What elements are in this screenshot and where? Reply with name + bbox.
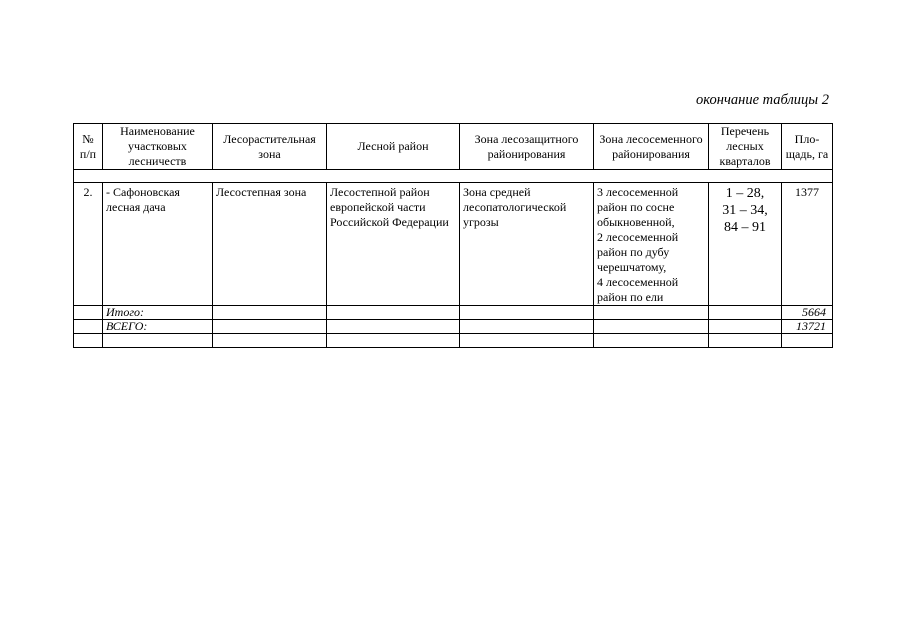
cell-quarters xyxy=(709,183,782,306)
spacer-row xyxy=(74,170,833,183)
header-name: Наименование участковых лесничеств xyxy=(103,124,213,170)
cell-forest-region: Лесостепной район европейской части Российской Федерации xyxy=(327,183,460,306)
total-row xyxy=(74,320,833,334)
table-row xyxy=(74,183,833,306)
header-seed-zone: Зона лесосеменного районирования xyxy=(594,124,709,170)
empty-cell xyxy=(709,334,782,348)
cell-protection-zone: Зона средней лесопатологической угрозы xyxy=(460,183,594,306)
quarters-line: 84 – 91 xyxy=(724,220,766,235)
subtotal-empty xyxy=(74,306,103,320)
subtotal-row xyxy=(74,306,833,320)
subtotal-empty xyxy=(709,306,782,320)
total-label: ВСЕГО: xyxy=(103,320,213,334)
seed-zone-line: 2 лесосеменной район по дубу черешчатому, xyxy=(597,230,679,274)
subtotal-empty xyxy=(460,306,594,320)
empty-cell xyxy=(74,334,103,348)
total-empty xyxy=(460,320,594,334)
header-area: Пло-щадь, га xyxy=(782,124,833,170)
quarters-line: 1 – 28, xyxy=(725,186,765,201)
total-empty xyxy=(709,320,782,334)
subtotal-label: Итого: xyxy=(103,306,213,320)
spacer-cell xyxy=(74,170,833,183)
table-caption: окончание таблицы 2 xyxy=(696,92,829,108)
empty-row xyxy=(74,334,833,348)
header-quarters: Перечень лесных кварталов xyxy=(709,124,782,170)
seed-zone-line: 3 лесосеменной район по сосне обыкновенной, xyxy=(597,185,679,229)
quarters-line: 31 – 34, xyxy=(722,203,768,218)
cell-seed-zone xyxy=(594,183,709,306)
seed-zone-line: 4 лесосеменной район по ели xyxy=(597,275,679,304)
header-protection-zone: Зона лесозащитного районирования xyxy=(460,124,594,170)
header-row xyxy=(74,124,833,170)
empty-cell xyxy=(460,334,594,348)
subtotal-empty xyxy=(213,306,327,320)
total-empty xyxy=(74,320,103,334)
subtotal-empty xyxy=(327,306,460,320)
subtotal-value: 5664 xyxy=(782,306,833,320)
empty-cell xyxy=(103,334,213,348)
subtotal-empty xyxy=(594,306,709,320)
empty-cell xyxy=(782,334,833,348)
total-empty xyxy=(213,320,327,334)
total-value: 13721 xyxy=(782,320,833,334)
cell-area: 1377 xyxy=(782,183,833,306)
header-veg-zone: Лесорастительная зона xyxy=(213,124,327,170)
total-empty xyxy=(594,320,709,334)
forest-table xyxy=(73,123,833,348)
empty-cell xyxy=(327,334,460,348)
empty-cell xyxy=(213,334,327,348)
cell-num: 2. xyxy=(74,183,103,306)
header-forest-region: Лесной район xyxy=(327,124,460,170)
cell-veg-zone: Лесостепная зона xyxy=(213,183,327,306)
header-num: № п/п xyxy=(74,124,103,170)
total-empty xyxy=(327,320,460,334)
empty-cell xyxy=(594,334,709,348)
cell-name: - Сафоновская лесная дача xyxy=(103,183,213,306)
